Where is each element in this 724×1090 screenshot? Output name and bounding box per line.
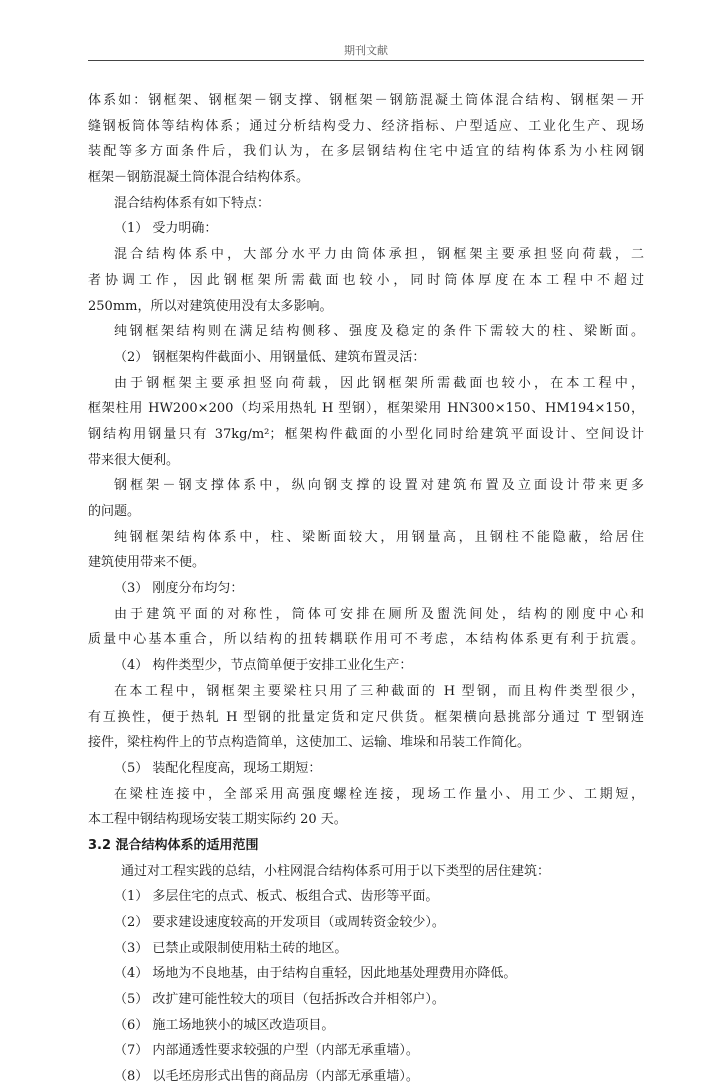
text-line: 带来很大便利。 [88,452,180,468]
running-header: 期刊文献 [344,44,388,57]
text-line: 建筑使用带来不便。 [88,555,206,571]
text-line: 由于钢框架主要承担竖向荷载，因此钢框架所需截面也较小，在本工程中， [114,375,644,391]
text-line: 本工程中钢结构现场安装工期实际约 20 天。 [88,812,347,828]
text-line: 由于建筑平面的对称性，筒体可安排在厕所及盥洗间处，结构的刚度中心和 [114,606,644,622]
text-line: 纯钢框架结构体系中，柱、梁断面较大，用钢量高，且钢柱不能隐蔽，给居住 [114,529,644,545]
text-line: 框架－钢筋混凝土筒体混合结构体系。 [88,170,310,186]
text-line: 的问题。 [88,504,141,519]
header-rule [88,60,644,61]
text-line: （1） 受力明确： [114,221,218,237]
text-line: （2） 要求建设速度较高的开发项目（或周转资金较少）。 [114,915,445,930]
text-line: （1） 多层住宅的点式、板式、板组合式、齿形等平面。 [114,889,439,905]
text-line: 者协调工作，因此钢框架所需截面也较小，同时筒体厚度在本工程中不超过 [88,272,644,288]
text-line: （7） 内部通透性要求较强的户型（内部无承重墙）。 [114,1043,419,1059]
text-line: 混合结构体系中，大部分水平力由筒体承担，钢框架主要承担竖向荷载，二 [114,247,644,263]
section-heading: 3.2 混合结构体系的适用范围 [88,837,259,853]
text-line: （5） 改扩建可能性较大的项目（包括拆改合并相邻户）。 [114,992,445,1008]
text-line: （2） 钢框架构件截面小、用钢量低、建筑布置灵活： [114,349,426,365]
text-line: 通过对工程实践的总结，小柱网混合结构体系可用于以下类型的居住建筑： [121,863,551,879]
text-line: 钢框架－钢支撑体系中，纵向钢支撑的设置对建筑布置及立面设计带来更多 [114,478,644,494]
document-body [88,88,644,1090]
text-line: 250mm，所以对建筑使用没有太多影响。 [88,298,333,314]
text-line: （4） 场地为不良地基，由于结构自重轻，因此地基处理费用亦降低。 [114,966,517,982]
text-line: （6） 施工场地狭小的城区改造项目。 [114,1017,335,1033]
text-line: 接件，梁柱构件上的节点构造简单，这使加工、运输、堆垛和吊装工作简化。 [88,735,531,751]
text-line: 在本工程中，钢框架主要梁柱只用了三种截面的 H 型钢，而且构件类型很少， [114,683,644,699]
text-line: （3） 刚度分布均匀： [114,581,244,597]
text-line: 框架柱用 HW200×200（均采用热轧 H 型钢），框架梁用 HN300×150、HM194×150， [88,401,644,417]
text-line: 在梁柱连接中，全部采用高强度螺栓连接，现场工作量小、用工少、工期短， [114,786,644,802]
text-line: 纯钢框架结构则在满足结构侧移、强度及稳定的条件下需较大的柱、梁断面。 [114,324,644,340]
text-line: （5） 装配化程度高，现场工期短： [114,760,322,776]
text-line: （8） 以毛坯房形式出售的商品房（内部无承重墙）。 [114,1069,419,1085]
text-line: 有互换性，便于热轧 H 型钢的批量定货和定尺供货。框架横向悬挑部分通过 T 型钢连 [88,709,644,725]
text-line: 装配等多方面条件后，我们认为，在多层钢结构住宅中适宜的结构体系为小柱网钢 [88,144,644,160]
text-line: （4） 构件类型少，节点简单便于安排工业化生产： [114,658,413,674]
text-line: 体系如：钢框架、钢框架－钢支撑、钢框架－钢筋混凝土筒体混合结构、钢框架－开 [88,93,644,108]
text-line: 质量中心基本重合，所以结构的扭转耦联作用可不考虑，本结构体系更有利于抗震。 [88,632,644,648]
text-line: 缝钢板筒体等结构体系；通过分析结构受力、经济指标、户型适应、工业化生产、现场 [88,118,644,134]
text-line: （3） 已禁止或限制使用粘土砖的地区。 [114,940,348,956]
text-line: 钢结构用钢量只有 37kg/m²；框架构件截面的小型化同时给建筑平面设计、空间设计 [88,426,644,442]
text-line: 混合结构体系有如下特点： [114,195,271,211]
